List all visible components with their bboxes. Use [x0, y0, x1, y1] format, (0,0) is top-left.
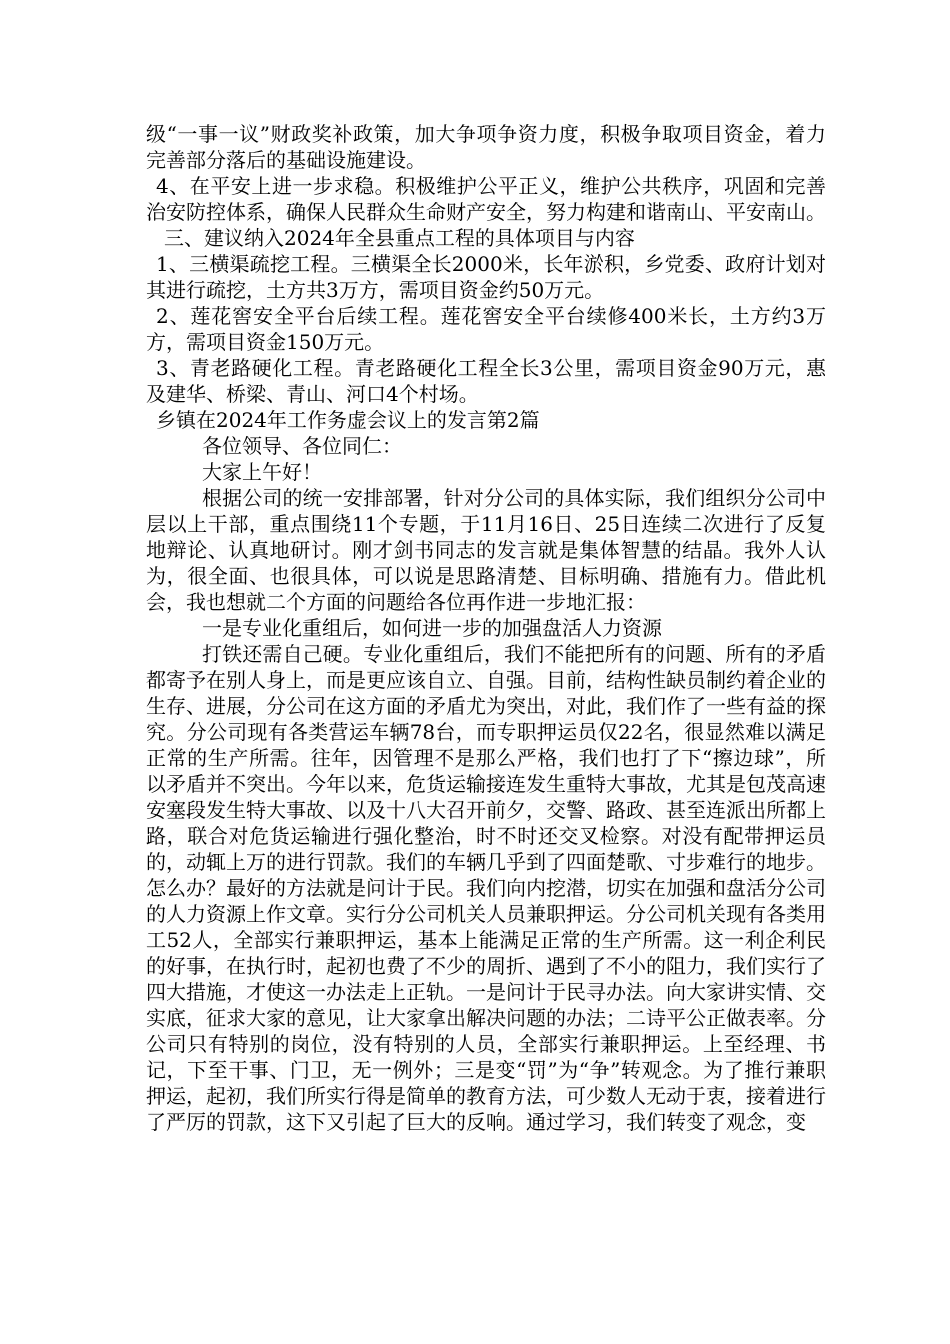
paragraph: 级“一事一议”财政奖补政策，加大争项争资力度，积极争取项目资金，着力完善部分落后的基础设施建设。: [146, 122, 826, 172]
paragraph: 2、莲花窖安全平台后续工程。莲花窖安全平台续修400米长，土方约3万方，需项目资金150万元。: [146, 304, 826, 354]
salutation: 各位领导、各位同仁：: [202, 434, 402, 458]
paragraph: 3、青老路硬化工程。青老路硬化工程全长3公里，需项目资金90万元，惠及建华、桥梁、青山、河口4个村场。: [146, 356, 826, 406]
paragraph: 4、在平安上进一步求稳。积极维护公平正义，维护公共秩序，巩固和完善治安防控体系，确保人民群众生命财产安全，努力构建和谐南山、平安南山。: [146, 174, 826, 224]
section-heading: 三、建议纳入2024年全县重点工程的具体项目与内容: [164, 226, 635, 250]
article-title: 乡镇在2024年工作务虚会议上的发言第2篇: [156, 408, 540, 432]
document-body: [146, 121, 826, 1135]
greeting: 大家上午好！: [202, 460, 322, 484]
paragraph: 根据公司的统一安排部署，针对分公司的具体实际，我们组织分公司中层以上干部，重点围绕11个专题，于11月16日、25日连续二次进行了反复地辩论、认真地研讨。刚才剑书同志的发言就是集体智慧的结晶。我外人认为，很全面、也很具体，可以说是思路清楚、目标明确、措施有力。借此机会，我也想就二个方面的问题给各位再作进一步地汇报：: [146, 486, 826, 614]
paragraph: 打铁还需自己硬。专业化重组后，我们不能把所有的问题、所有的矛盾都寄予在别人身上，而是更应该自立、自强。目前，结构性缺员制约着企业的生存、进展，分公司在这方面的矛盾尤为突出，对此，我们作了一些有益的探究。分公司现有各类营运车辆78台，而专职押运员仅22名，很显然难以满足正常的生产所需。往年，因管理不是那么严格，我们也打了下“擦边球”，所以矛盾并不突出。今年以来，危货运输接连发生重特大事故，尤其是包茂高速安塞段发生特大事故、以及十八大召开前夕，交警、路政、甚至连派出所都上路，联合对危货运输进行强化整治，时不时还交叉检察。对没有配带押运员的，动辄上万的进行罚款。我们的车辆几乎到了四面楚歌、寸步难行的地步。怎么办？最好的方法就是问计于民。我们向内挖潜，切实在加强和盘活分公司的人力资源上作文章。实行分公司机关人员兼职押运。分公司机关现有各类用工52人，全部实行兼职押运，基本上能满足正常的生产所需。这一利企利民的好事，在执行时，起初也费了不少的周折、遇到了不小的阻力，我们实行了四大措施，才使这一办法走上正轨。一是问计于民寻办法。向大家讲实情、交实底，征求大家的意见，让大家拿出解决问题的办法；二诗平公正做表率。分公司只有特别的岗位，没有特别的人员，全部实行兼职押运。上至经理、书记，下至干事、门卫，无一例外；三是变“罚”为“争”转观念。为了推行兼职押运，起初，我们所实行得是简单的教育方法，可少数人无动于衷，接着进行了严厉的罚款，这下又引起了巨大的反响。通过学习，我们转变了观念，变: [146, 642, 826, 1134]
paragraph: 1、三横渠疏挖工程。三横渠全长2000米，长年淤积，乡党委、政府计划对其进行疏挖，土方共3万方，需项目资金约50万元。: [146, 252, 826, 302]
subsection-heading: 一是专业化重组后，如何进一步的加强盘活人力资源: [202, 616, 662, 640]
